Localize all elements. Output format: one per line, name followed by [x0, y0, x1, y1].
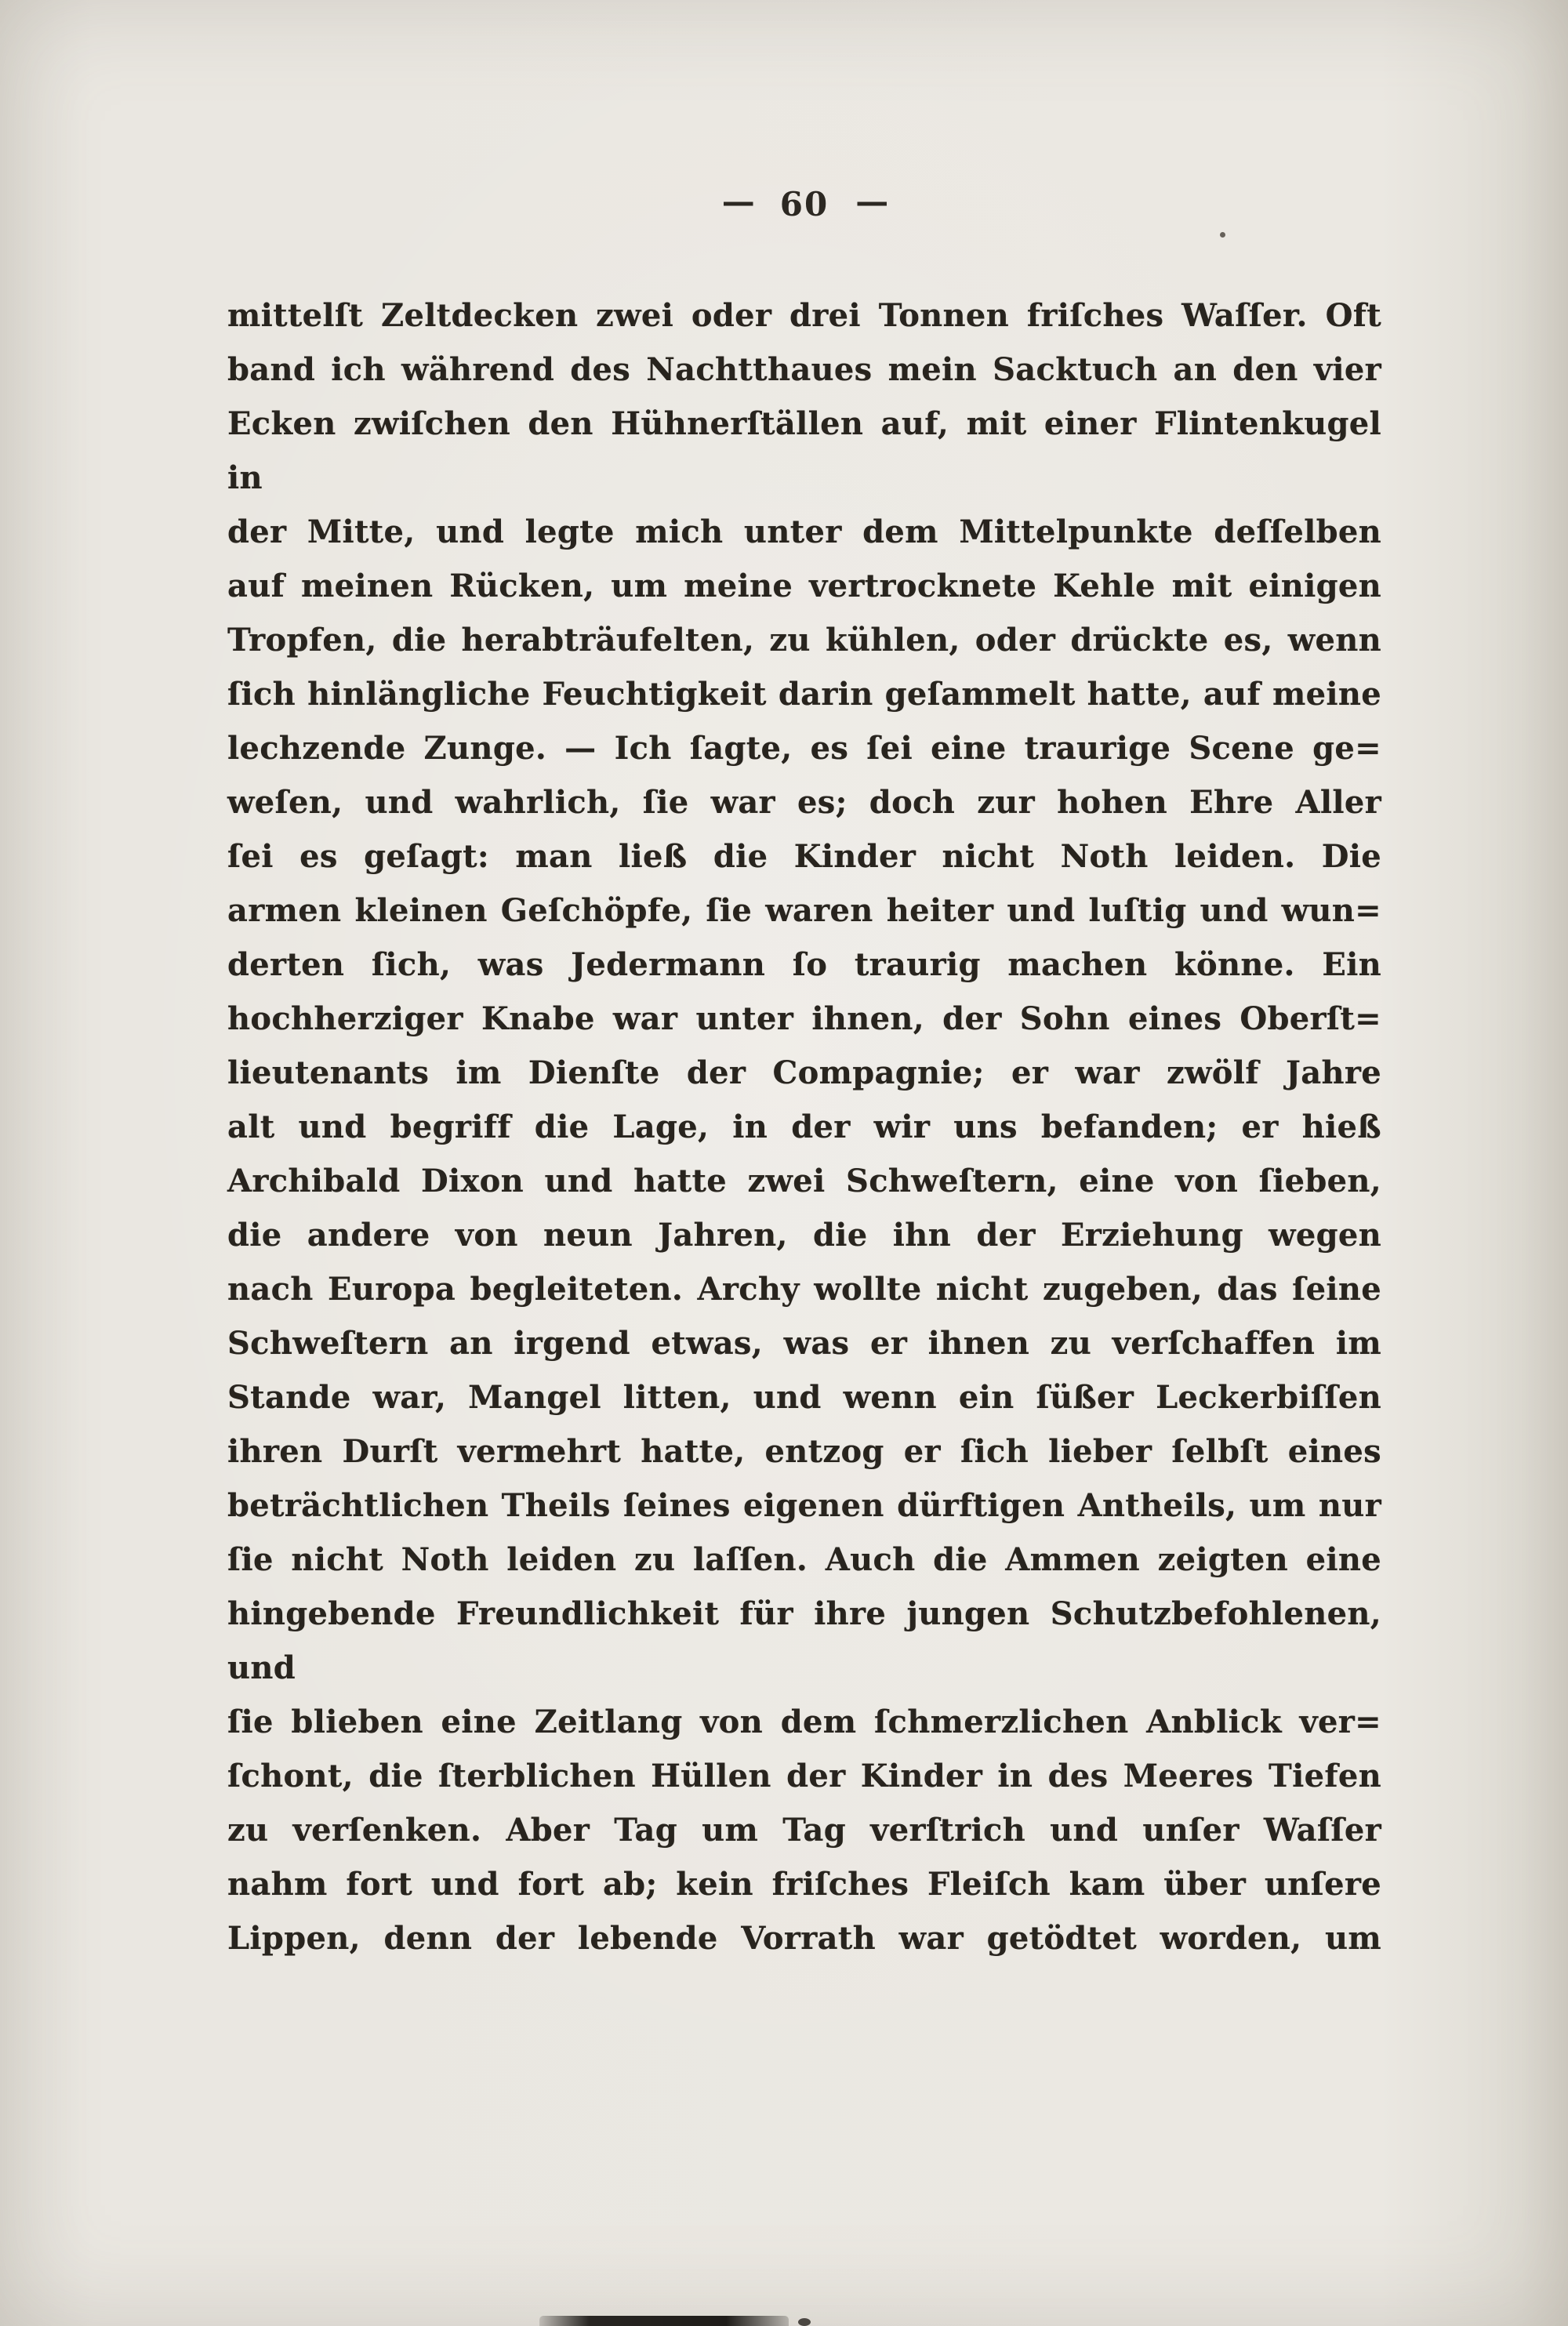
text-line: beträchtlichen Theils ſeines eigenen dürftigen Antheils, um nur: [227, 1487, 1381, 1524]
text-line: Schweſtern an irgend etwas, was er ihnen zu verſchaffen im: [227, 1325, 1381, 1362]
text-line: Archibald Dixon und hatte zwei Schweſtern, eine von ſieben,: [227, 1163, 1381, 1199]
text-line: ſich hinlängliche Feuchtigkeit darin geſammelt hatte, auf meine: [227, 676, 1381, 713]
text-line: weſen, und wahrlich, ſie war es; doch zur hohen Ehre Aller: [227, 784, 1381, 821]
text-line: Ecken zwiſchen den Hühnerſtällen auf, mit einer Flintenkugel in: [227, 405, 1381, 496]
text-line: auf meinen Rücken, um meine vertrocknete Kehle mit einigen: [227, 568, 1381, 604]
text-line: armen kleinen Geſchöpfe, ſie waren heiter und luſtig und wun=: [227, 892, 1381, 929]
text-line: die andere von neun Jahren, die ihn der Erziehung wegen: [227, 1217, 1381, 1254]
text-line: ihren Durſt vermehrt hatte, entzog er ſich lieber ſelbſt eines: [227, 1433, 1381, 1470]
page-text: [227, 288, 1381, 1965]
scan-speck: [1220, 232, 1225, 238]
text-line: lechzende Zunge. — Ich ſagte, es ſei eine traurige Scene ge=: [227, 730, 1381, 767]
text-line: der Mitte, und legte mich unter dem Mittelpunkte deſſelben: [227, 513, 1381, 550]
text-line: ſie nicht Noth leiden zu laſſen. Auch die Ammen zeigten eine: [227, 1541, 1381, 1578]
text-line: lieutenants im Dienſte der Compagnie; er war zwölf Jahre: [227, 1054, 1381, 1091]
page-header: [227, 182, 1381, 223]
header-dash-left: —: [721, 182, 753, 220]
text-line: nach Europa begleiteten. Archy wollte nicht zugeben, das ſeine: [227, 1271, 1381, 1308]
scan-artifact-smudge: [539, 2316, 789, 2326]
text-line: derten ſich, was Jedermann ſo traurig machen könne. Ein: [227, 946, 1381, 983]
text-line: hochherziger Knabe war unter ihnen, der Sohn eines Oberſt=: [227, 1000, 1381, 1037]
text-line: band ich während des Nachtthaues mein Sacktuch an den vier: [227, 351, 1381, 388]
text-line: Stande war, Mangel litten, und wenn ein ſüßer Leckerbiſſen: [227, 1379, 1381, 1416]
text-line: alt und begriff die Lage, in der wir uns befanden; er hieß: [227, 1109, 1381, 1145]
text-line: zu verſenken. Aber Tag um Tag verſtrich und unſer Waſſer: [227, 1812, 1381, 1849]
text-line: Lippen, denn der lebende Vorrath war getödtet worden, um: [227, 1920, 1381, 1957]
text-line: ſie blieben eine Zeitlang von dem ſchmerzlichen Anblick ver=: [227, 1704, 1381, 1740]
text-line: hingebende Freundlichkeit für ihre jungen Schutzbefohlenen, und: [227, 1595, 1381, 1686]
text-line: Tropfen, die herabträufelten, zu kühlen, oder drückte es, wenn: [227, 622, 1381, 659]
text-line: ſei es geſagt: man ließ die Kinder nicht Noth leiden. Die: [227, 838, 1381, 875]
scan-speck: [798, 2318, 811, 2326]
text-line: mittelſt Zeltdecken zwei oder drei Tonnen friſches Waſſer. Oft: [227, 297, 1381, 334]
header-dash-right: —: [855, 182, 887, 220]
text-line: ſchont, die ſterblichen Hüllen der Kinder in des Meeres Tiefen: [227, 1758, 1381, 1794]
page-number: 60: [779, 185, 829, 223]
text-line: nahm fort und fort ab; kein friſches Fleiſch kam über unſere: [227, 1866, 1381, 1903]
